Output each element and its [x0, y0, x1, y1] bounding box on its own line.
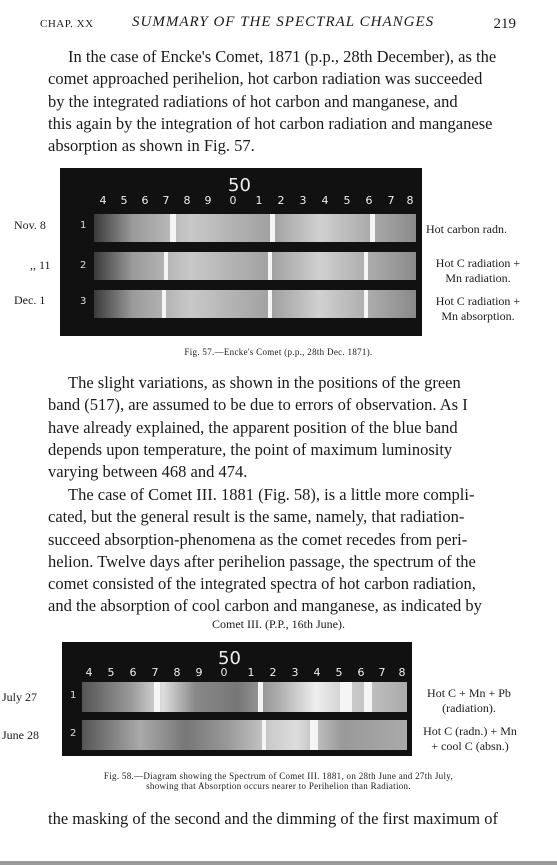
row-description — [426, 294, 530, 324]
spectrum-band-2 — [82, 720, 407, 750]
paragraph-comet-iii — [48, 484, 514, 618]
scale-tick: 8 — [406, 194, 414, 207]
scale-tick: 6 — [365, 194, 373, 207]
row-number: 1 — [80, 220, 87, 231]
text-line: comet consisted of the integrated spectra of hot carbon radiation, — [48, 574, 476, 594]
spectrum-band-1 — [82, 682, 407, 712]
scale-tick: 2 — [277, 194, 285, 207]
description-line: Hot C radiation + — [435, 256, 521, 270]
row-description — [414, 686, 524, 716]
scale-tick: 1 — [247, 666, 255, 679]
row-number: 2 — [80, 260, 87, 271]
text-line: depends upon temperature, the point of maximum luminosity — [48, 439, 453, 459]
spectrum-band-1 — [94, 214, 416, 242]
row-date-label: ,, 11 — [30, 258, 51, 272]
row-number: 2 — [70, 728, 77, 739]
scale-tick: 0 — [229, 194, 237, 207]
scale-tick: 6 — [357, 666, 365, 679]
scale-tick: 5 — [107, 666, 115, 679]
text-line: The slight variations, as shown in the positions of the green — [68, 373, 461, 392]
spectrum-band-3 — [94, 290, 416, 318]
text-line: the masking of the second and the dimming of the first maximum of — [48, 809, 498, 828]
scale-tick: 3 — [299, 194, 307, 207]
scale-tick: 7 — [387, 194, 395, 207]
scale-tick: 5 — [120, 194, 128, 207]
caption-line: showing that Absorption occurs nearer to Perihelion than Radiation. — [146, 781, 411, 791]
row-description — [426, 256, 530, 286]
paragraph-encke — [48, 46, 514, 157]
scale-tick: 4 — [313, 666, 321, 679]
scale-tick: 5 — [335, 666, 343, 679]
figure-57-caption: Fig. 57.—Encke's Comet (p.p., 28th Dec. 1871). — [184, 347, 373, 357]
row-date-label: Dec. 1 — [14, 293, 46, 307]
running-title: SUMMARY OF THE SPECTRAL CHANGES — [132, 14, 435, 30]
figure-58-caption — [0, 771, 557, 791]
row-date-label: Nov. 8 — [14, 218, 46, 232]
text-line: cated, but the general result is the same, namely, that radiation- — [48, 507, 465, 527]
scale-tick: 1 — [255, 194, 263, 207]
scale-tick: 8 — [183, 194, 191, 207]
scale-tick: 4 — [85, 666, 93, 679]
description-line: Hot carbon radn. — [426, 222, 507, 236]
spectrum-band-2 — [94, 252, 416, 280]
description-line: (radiation). — [442, 701, 496, 715]
scale-tick: 7 — [162, 194, 170, 207]
row-description — [414, 724, 526, 754]
scale-tick: 2 — [269, 666, 277, 679]
paragraph-variations — [48, 372, 514, 483]
row-date-label: July 27 — [2, 690, 38, 704]
page-number: 219 — [493, 16, 516, 32]
row-date-label: June 28 — [2, 728, 39, 742]
scale-tick: 8 — [173, 666, 181, 679]
text-line: varying between 468 and 474. — [48, 462, 248, 482]
description-line: + cool C (absn.) — [431, 739, 509, 753]
running-header — [40, 14, 516, 36]
scale-tick: 0 — [220, 666, 228, 679]
scale-tick: 9 — [195, 666, 203, 679]
text-line: succeed absorption-phenomena as the comet recedes from peri- — [48, 529, 468, 549]
row-description — [426, 222, 526, 237]
text-line: In the case of Encke's Comet, 1871 (p.p., 28th December), as the — [68, 47, 497, 66]
scale-tick: 4 — [321, 194, 329, 207]
text-line: have already explained, the apparent position of the blue band — [48, 417, 458, 437]
text-line: by the integrated radiations of hot carbon and manganese, and — [48, 91, 458, 111]
description-line: Hot C radiation + — [435, 294, 521, 308]
figure-58-title: Comet III. (P.P., 16th June). — [212, 617, 345, 631]
scale-tick: 7 — [378, 666, 386, 679]
text-line: comet approached perihelion, hot carbon radiation was succeeded — [48, 69, 483, 89]
description-line: Mn absorption. — [441, 309, 515, 323]
page-edge — [0, 861, 557, 865]
spectrum-plate-58 — [62, 642, 412, 756]
scale-50-label: 50 — [228, 175, 251, 196]
text-line: absorption as shown in Fig. 57. — [48, 136, 255, 156]
description-line: Hot C + Mn + Pb — [427, 686, 511, 700]
row-number: 1 — [70, 690, 77, 701]
text-line: and the absorption of cool carbon and manganese, as indicated by — [48, 596, 482, 616]
scale-tick: 7 — [151, 666, 159, 679]
scale-50-label: 50 — [218, 648, 241, 669]
text-line: helion. Twelve days after perihelion passage, the spectrum of the — [48, 551, 476, 571]
scale-tick: 6 — [141, 194, 149, 207]
description-line: Mn radiation. — [445, 271, 511, 285]
paragraph-continuation — [48, 808, 514, 830]
scale-tick: 8 — [398, 666, 406, 679]
caption-line: Fig. 58.—Diagram showing the Spectrum of Comet III. 1881, on 28th June and 27th July, — [103, 771, 454, 781]
text-line: this again by the integration of hot carbon radiation and manganese — [48, 113, 493, 133]
chapter-label: CHAP. XX — [40, 18, 94, 30]
scale-tick: 4 — [99, 194, 107, 207]
description-line: Hot C (radn.) + Mn — [423, 724, 517, 738]
text-line: The case of Comet III. 1881 (Fig. 58), is a little more compli- — [68, 485, 475, 504]
scale-tick: 9 — [204, 194, 212, 207]
spectrum-plate-57 — [60, 168, 422, 336]
text-line: band (517), are assumed to be due to errors of observation. As I — [48, 395, 468, 415]
row-number: 3 — [80, 296, 87, 307]
scale-tick: 5 — [343, 194, 351, 207]
scale-tick: 3 — [291, 666, 299, 679]
scale-tick: 6 — [129, 666, 137, 679]
